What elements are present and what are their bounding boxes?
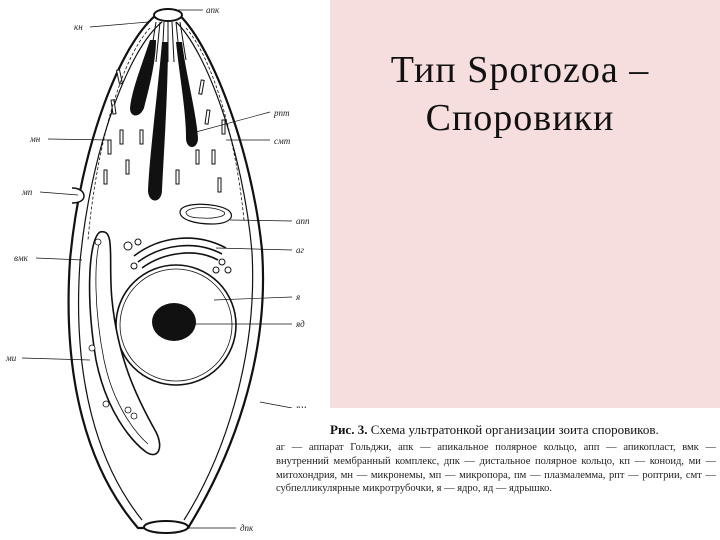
label-apl: апп xyxy=(296,216,310,226)
distal-polar-ring xyxy=(144,521,188,533)
slide-title-line2: Споровики xyxy=(425,97,615,139)
slide-title-line1: Тип Sporozoa – xyxy=(390,49,650,91)
rhoptry-left xyxy=(130,40,156,116)
label-yad: яд xyxy=(296,319,305,329)
label-ya: я xyxy=(296,292,301,302)
caption-heading xyxy=(330,422,659,438)
slide-title xyxy=(340,46,700,142)
label-mn: мн xyxy=(30,134,41,144)
label-dpk: дпк xyxy=(240,523,254,533)
nucleolus xyxy=(152,303,196,341)
micropore xyxy=(72,188,84,203)
label-vmk: вмк xyxy=(14,253,28,263)
golgi-apparatus xyxy=(134,238,226,268)
apical-polar-ring xyxy=(154,9,182,21)
label-rpt: рпт xyxy=(274,108,290,118)
label-ag: аг xyxy=(296,245,305,255)
caption-heading-text: Схема ультратонкой организации зоита споровиков. xyxy=(367,422,659,437)
figure-caption xyxy=(272,408,720,540)
caption-body: аг — аппарат Гольджи, апк — апикальное полярное кольцо, апп — апикопласт, вмк — внутренний мембранный комплекс, дпк — дистальное полярное кольцо, кп — коноид, ми — митохондрия, мн — микронемы, мп — микропора, пм — плазмалемма, рпт — роптрии, смт — субпелликулярные микротрубочки, я — ядро, яд — ядрышко. xyxy=(276,442,716,495)
caption-figure-number: Рис. 3. xyxy=(330,422,368,437)
label-smt: смт xyxy=(274,136,291,146)
rhoptry-right xyxy=(176,42,198,147)
label-apk: апк xyxy=(206,5,220,15)
label-kn: кн xyxy=(74,22,83,32)
label-mi: ми xyxy=(6,353,17,363)
label-mp: мп xyxy=(22,187,33,197)
